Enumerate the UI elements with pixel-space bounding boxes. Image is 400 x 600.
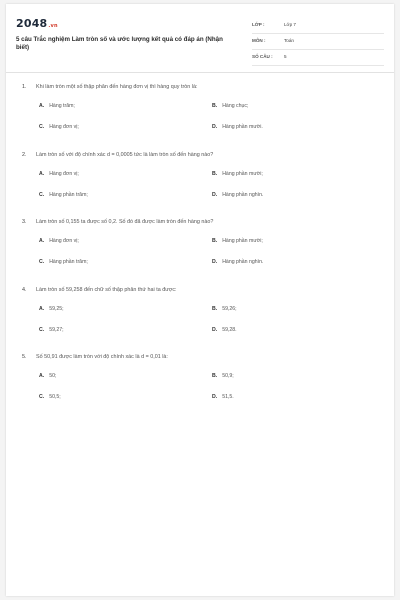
- option-letter: C.: [39, 124, 45, 130]
- option-letter: D.: [212, 326, 218, 333]
- option-a[interactable]: [39, 238, 79, 244]
- header-divider: [6, 72, 394, 73]
- option-a[interactable]: [39, 103, 75, 109]
- option-d[interactable]: [212, 327, 237, 333]
- logo-suffix-text: .vn: [48, 23, 58, 29]
- option-c[interactable]: [39, 259, 88, 265]
- question-text: Làm tròn số 59,258 đến chữ số thập phân thứ hai ta được:: [36, 286, 177, 293]
- option-text: Hàng trăm;: [49, 103, 75, 109]
- meta-class-label: LỚP :: [252, 22, 265, 27]
- site-logo[interactable]: [16, 17, 58, 30]
- option-text: Hàng phần mười;: [222, 238, 263, 244]
- option-b[interactable]: [212, 306, 237, 312]
- question-text: Số 50,91 được làm tròn với độ chính xác là d = 0,01 là:: [36, 354, 168, 360]
- meta-class-row: [252, 18, 384, 34]
- option-letter: A.: [39, 305, 45, 312]
- question-text: Khi làm tròn một số thập phân đến hàng đơn vị thì hàng quy tròn là:: [36, 84, 198, 90]
- meta-class-value: Lớp 7: [284, 22, 296, 27]
- question-text: Làm tròn số 0,155 ta được số 0,2. Số đó đã được làm tròn đến hàng nào?: [36, 219, 214, 225]
- question-5: [6, 354, 394, 422]
- option-letter: D.: [212, 191, 218, 198]
- option-b[interactable]: [212, 238, 263, 244]
- question-text: Làm tròn số với độ chính xác d = 0,0005 tức là làm tròn số đến hàng nào?: [36, 151, 214, 158]
- option-text: 51,5.: [222, 394, 234, 400]
- option-letter: C.: [39, 394, 45, 400]
- worksheet-header: [6, 4, 394, 70]
- option-d[interactable]: [212, 259, 263, 265]
- option-text: Hàng phần trăm;: [49, 191, 88, 198]
- option-letter: D.: [212, 124, 218, 130]
- option-c[interactable]: [39, 124, 79, 130]
- option-text: 50,5;: [49, 394, 61, 400]
- option-text: 59,27;: [49, 326, 64, 333]
- question-number: 5.: [22, 354, 27, 360]
- meta-subject-row: [252, 34, 384, 50]
- option-d[interactable]: [212, 192, 263, 198]
- option-c[interactable]: [39, 327, 64, 333]
- option-c[interactable]: [39, 394, 61, 400]
- option-letter: B.: [212, 373, 218, 379]
- question-3: [6, 219, 394, 287]
- option-text: 59,25;: [49, 305, 64, 312]
- question-4: [6, 287, 394, 355]
- option-text: Hàng phần nghìn.: [222, 259, 264, 265]
- question-number: 1.: [22, 84, 27, 90]
- option-text: Hàng phần trăm;: [49, 259, 88, 265]
- question-number: 3.: [22, 219, 27, 225]
- option-letter: B.: [212, 103, 218, 109]
- meta-subject-value: Toán: [284, 38, 294, 43]
- question-list: [6, 84, 394, 422]
- option-text: 59,26;: [222, 305, 237, 312]
- option-text: Hàng phần mười.: [222, 124, 263, 130]
- option-b[interactable]: [212, 373, 234, 379]
- meta-count-value: 5: [284, 54, 287, 59]
- option-d[interactable]: [212, 124, 263, 130]
- meta-subject-label: MÔN :: [252, 38, 266, 43]
- option-text: 59,28.: [222, 326, 237, 333]
- question-number: 4.: [22, 286, 27, 293]
- option-a[interactable]: [39, 373, 56, 379]
- meta-count-row: [252, 50, 384, 66]
- option-letter: B.: [212, 238, 218, 244]
- question-number: 2.: [22, 151, 27, 158]
- option-a[interactable]: [39, 306, 64, 312]
- option-d[interactable]: [212, 394, 234, 400]
- worksheet-title: 5 câu Trắc nghiệm Làm tròn số và ước lượng kết quả có đáp án (Nhận biết): [16, 36, 223, 52]
- worksheet-page: [6, 4, 394, 596]
- option-letter: C.: [39, 326, 45, 333]
- option-letter: C.: [39, 259, 45, 265]
- option-b[interactable]: [212, 103, 248, 109]
- option-b[interactable]: [212, 171, 263, 177]
- option-letter: B.: [212, 170, 218, 177]
- option-text: Hàng chục;: [222, 103, 249, 109]
- option-c[interactable]: [39, 192, 88, 198]
- option-text: Hàng phần mười;: [222, 170, 263, 177]
- question-1: [6, 84, 394, 152]
- option-letter: A.: [39, 170, 45, 177]
- option-text: Hàng phần nghìn.: [222, 191, 264, 198]
- logo-main-text: 2048: [16, 17, 48, 30]
- meta-count-label: SỐ CÂU :: [252, 54, 273, 59]
- option-letter: A.: [39, 238, 45, 244]
- option-text: 50,9;: [222, 373, 234, 379]
- option-text: 50;: [49, 373, 57, 379]
- worksheet-meta: [252, 18, 384, 66]
- option-letter: C.: [39, 191, 45, 198]
- question-2: [6, 152, 394, 220]
- option-letter: B.: [212, 305, 218, 312]
- option-a[interactable]: [39, 171, 79, 177]
- option-letter: A.: [39, 373, 45, 379]
- option-text: Hàng đơn vị;: [49, 124, 79, 130]
- option-text: Hàng đơn vị;: [49, 238, 79, 244]
- option-letter: D.: [212, 394, 218, 400]
- option-letter: A.: [39, 103, 45, 109]
- option-text: Hàng đơn vị;: [49, 170, 79, 177]
- option-letter: D.: [212, 259, 218, 265]
